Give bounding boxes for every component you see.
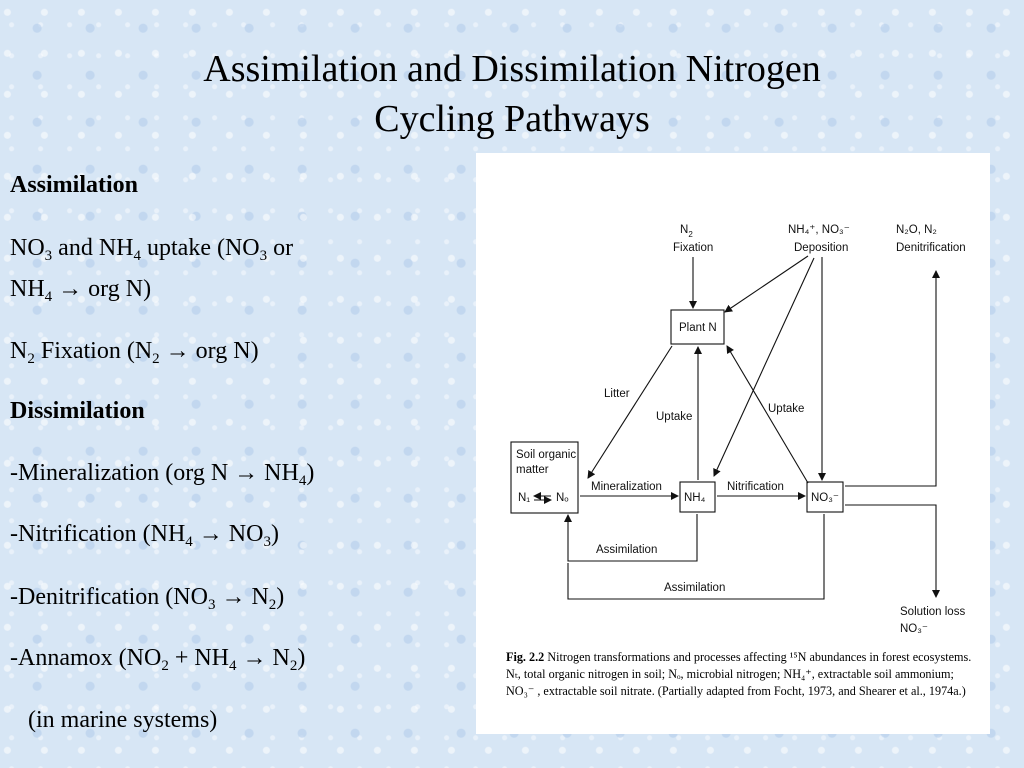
uptake-left-label: Uptake (656, 411, 693, 423)
no3-label: NO₃⁻ (811, 492, 840, 504)
dissimilation-item-mineralization: -Mineralization (org $N \to NH_4$) (10, 460, 315, 489)
dissimilation-item-annamox: -Annamox $(NO_2 + NH_4 \to N_2)$ (10, 645, 306, 674)
title-line-2: Cycling Pathways (374, 98, 650, 140)
nh4-label: NH₄ (684, 492, 706, 504)
denitrification-arrow (845, 271, 936, 486)
dissimilation-heading: Dissimilation (10, 398, 145, 424)
nitrogen-cycle-diagram (476, 153, 990, 643)
fixation-label: Fixation (673, 242, 714, 254)
solution-loss-label: Solution loss (900, 606, 966, 618)
litter-label: Litter (604, 388, 630, 400)
deposition-species-label: NH₄⁺, NO₃⁻ (788, 224, 850, 236)
denit-species-label: N₂O, N₂ (896, 224, 937, 236)
denitrification-label: Denitrification (896, 242, 966, 254)
deposition-label: Deposition (794, 242, 849, 254)
solution-no3-label: NO₃⁻ (900, 623, 929, 635)
caption-text: Nitrogen transformations and processes affecting ¹⁵N abundances in forest ecosystems. Nₜ, total organic nitrogen in soil; Nₒ, microbial nitrogen; NH₄⁺, extractable soil ammonium; NO₃⁻ , extractable soil nitrate. (Partially adapted from Focht, 1973, and Shearer et al., 1974a.) (506, 650, 972, 698)
nt-label: N₁ (518, 492, 531, 504)
no-label: Nₒ (556, 492, 569, 504)
assimilation-heading: Assimilation (10, 172, 139, 198)
soil-organic-label-1: Soil organic (516, 449, 577, 461)
dissimilation-item-denitrification: -Denitrification $(NO_3 \to N_2)$ (10, 584, 285, 613)
plant-n-label: Plant N (679, 322, 717, 334)
nitrogen-cycle-figure (476, 153, 990, 734)
assimilation-item-uptake-cont: $NH_4$ → org N) (10, 276, 152, 305)
assimilation-item-uptake: $NO_3$ and $NH_4$ uptake ($NO_3$ or (10, 235, 294, 264)
figure-caption (506, 649, 982, 700)
assimilation-lower-label: Assimilation (664, 582, 726, 594)
caption-label: Fig. 2.2 (506, 650, 545, 664)
annamox-note: (in marine systems) (28, 707, 218, 733)
deposition-nh4-arrow (714, 258, 814, 476)
slide-title (60, 44, 964, 144)
title-line-1: Assimilation and Dissimilation Nitrogen (203, 48, 821, 90)
solution-loss-arrow (845, 505, 936, 597)
soil-organic-label-2: matter (516, 464, 549, 476)
deposition-plant-arrow (725, 256, 808, 312)
n2-label: $N_2$ (680, 224, 693, 239)
uptake-right-label: Uptake (768, 403, 805, 415)
assimilation-item-fixation: $N_2$ Fixation ($N_2$ → org N) (10, 338, 259, 367)
dissimilation-item-nitrification: -Nitrification $(NH_4 \to NO_3)$ (10, 521, 279, 550)
assimilation-upper-label: Assimilation (596, 544, 658, 556)
nitrification-label: Nitrification (727, 481, 784, 493)
mineralization-label: Mineralization (591, 481, 662, 493)
